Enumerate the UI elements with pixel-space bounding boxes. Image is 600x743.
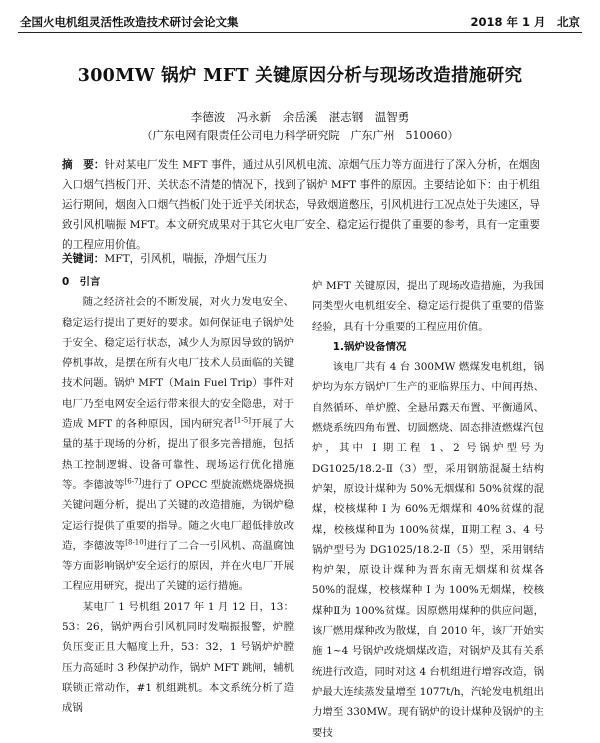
section-heading-equipment: 1.锅炉设备情况 (332, 340, 407, 353)
intro-paragraph-1: 随之经济社会的不断发展，对火力发电安全、稳定运行提出了更好的要求。如何保证电子锅炉处于安全、稳定运行状态，减少人为原因导致的锅炉停机事故，是摆在所有火电厂技术人员面临的关键技术问题。锅炉 MFT（Main Fuel Trip）事件对电厂乃至电网安全运行带来很大的安全隐患，对于造成 MFT 的各种原因，国内研究者[1-5]开展了大量的基于现场的分析，提出了很多完善措施，包括热工控制逻辑、设备可靠性、现场运行优化措施等。李德波等[6-7]进行了 OPCC 型旋流燃烧器烧损关键问题分析，提出了关键的改造措施，为锅炉稳定运行提供了重要的指导。随之火电厂超低排放改造，李德波等[8-10]进行了二合一引风机、高温腐蚀等方面影响锅炉安全运行的原因，并在火电厂开展工程应用研究，提出了关键的运行措施。 (62, 296, 295, 593)
intro-paragraph-2-continued: 炉 MFT 关键原因，提出了现场改造措施，为我国同类型火电机组安全、稳定运行提供了重要的借鉴经验，具有十分重要的工程应用价值。 (312, 280, 544, 333)
abstract-text: 针对某电厂发生 MFT 事件，通过从引风机电流、凉烟气压力等方面进行了深入分析，在烟囱入口烟气挡板门开、关状态不清楚的情况下，找到了锅炉 MFT 事件的原因。主要结论如下：由于机组运行期间，烟囱入口烟气挡板门处于近乎关闭状态，导致烟道憋压，引风机进行工况点处于失速区，导致引风机喘振 MFT。本文研究成果对于其它火电厂安全、稳定运行提供了重要的参考，具有一定重要的工程应用价值。 (62, 159, 541, 251)
keywords (62, 251, 540, 267)
header-date: 2018 年 1 月 北京 (470, 15, 580, 29)
citation: [8-10] (125, 538, 147, 547)
header-rule (18, 32, 582, 33)
paper-title: 300MW 锅炉 MFT 关键原因分析与现场改造措施研究 (77, 66, 523, 86)
keywords-label: 关键词： (62, 253, 105, 265)
right-column (312, 276, 544, 743)
running-header (18, 10, 582, 30)
section-heading-introduction: 0 引言 (62, 276, 101, 288)
keywords-text: MFT，引风机，喘振，净烟气压力 (104, 253, 268, 265)
left-column (62, 272, 294, 719)
equipment-paragraph: 该电厂共有 4 台 300MW 燃煤发电机组，锅炉均为东方锅炉厂生产的亚临界压力、中间再热、自然循环、单炉膛、全悬吊露天布置、平衡通风、燃烧系统四角布置、切圆燃烧、固态排渣燃煤汽包炉，其中 I 期工程 1、2 号锅炉型号为 DG1025/18.2-Ⅱ（3）型，采用钢筋混凝土结构炉架，原设计煤种为 50%无烟煤和 50%贫煤的混煤，校核煤种 I 为 60%无烟煤和 40%贫煤的混煤，校核煤种Ⅱ为 100%贫煤，Ⅱ期工程 3、4 号锅炉型号为 DG1025/18.2-Ⅱ（5）型，采用钢结构炉架，原设计煤种为晋东南无烟煤和贫煤各 50%的混煤，校核煤种 I 为 100%无烟煤，校核煤种Ⅱ为 100%贫煤。因原燃用煤种的供应问题，该厂燃用煤种改为散煤，自 2010 年，该厂开始实施 1~4 号锅炉改烧烟煤改造，对锅炉及其有关系统进行改造，同时对这 4 台机组进行增容改造，锅炉最大连续蒸发量增至 1077t/h，汽轮发电机组出力增至 330MW。现有锅炉的设计煤种及锅炉的主要技 (312, 361, 544, 739)
citation: [6-7] (124, 477, 142, 486)
abstract-label: 摘 要： (62, 159, 105, 171)
abstract (62, 155, 540, 255)
header-conference: 全国火电机组灵活性改造技术研讨会论文集 (20, 15, 239, 29)
affiliation: （广东电网有限责任公司电力科学研究院 广东广州 510060） (141, 129, 459, 142)
citation: [1-5] (234, 416, 251, 425)
authors: 李德波 冯永新 余岳溪 湛志钢 温智勇 (190, 110, 410, 124)
intro-paragraph-2: 某电厂 1 号机组 2017 年 1 月 12 日，13：53：26，锅炉两台引风机同时发喘振报警，炉膛负压变正且大幅度上升，53：32，1 号锅炉炉膛压力高延时 3 秒保护动作，锅炉 MFT 跳闸，辅机联锁正常动作，#1 机组跳机。本文系统分析了造成锅 (62, 600, 294, 715)
